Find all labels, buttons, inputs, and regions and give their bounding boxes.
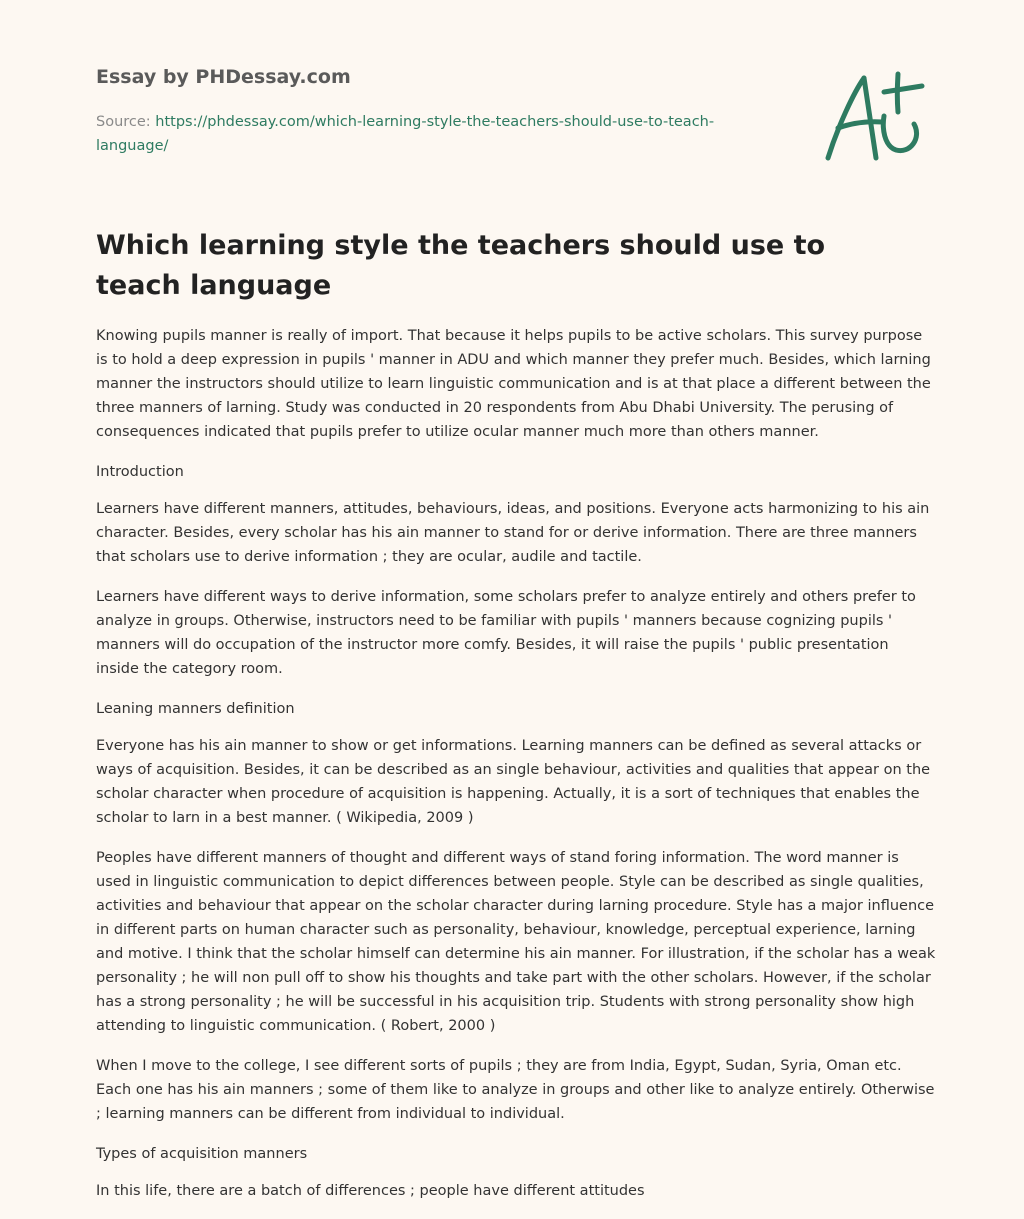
body-paragraph: Learners have different ways to derive information, some scholars prefer to analyze entirely and others prefer to analyze in groups. Otherwise, instructors need to be familiar with pupils ' manners because cognizing pupils ' manners will do occupation of the instructor more comfy. Besides, it will raise the pupils ' public presentation inside the category room. xyxy=(96,589,916,677)
body-paragraph: Peoples have different manners of thought and different ways of stand foring information. The word manner is used in linguistic communication to depict differences between people. Style can be described as single qualities, activities and behaviour that appear on the scholar character during larning procedure. Style has a major influence in different parts on human character such as personality, behaviour, knowledge, perceptual experience, larning and motive. I think that the scholar himself can determine his ain manner. For illustration, if the scholar has a weak personality ; he will non pull off to show his thoughts and take part with the other scholars. However, if the scholar has a strong personality ; he will be successful in his acquisition trip. Students with strong personality show high attending to linguistic communication. ( Robert, 2000 ) xyxy=(96,850,936,1034)
body-paragraph: Everyone has his ain manner to show or get informations. Learning manners can be defined as several attacks or ways of acquisition. Besides, it can be described as an single behaviour, activities and qualities that appear on the scholar character when procedure of acquisition is happening. Actually, it is a sort of techniques that enables the scholar to larn in a best manner. ( Wikipedia, 2009 ) xyxy=(96,738,931,826)
a-plus-logo-icon xyxy=(818,66,936,166)
essay-body xyxy=(96,324,936,1219)
section-heading-introduction: Introduction xyxy=(96,464,184,480)
essay-title: Which learning style the teachers should use to teach language xyxy=(96,230,826,301)
body-paragraph: When I move to the college, I see different sorts of pupils ; they are from India, Egypt, Sudan, Syria, Oman etc. Each one has his ain manners ; some of them like to analyze in groups and other like to analyze entirely. Otherwise ; learning manners can be different from individual to individual. xyxy=(96,1058,935,1122)
section-heading-definition: Leaning manners definition xyxy=(96,701,295,717)
source-link[interactable]: https://phdessay.com/which-learning-style-the-teachers-should-use-to-teach-language/ xyxy=(96,114,715,154)
section-heading-types: Types of acquisition manners xyxy=(96,1146,308,1162)
abstract-paragraph: Knowing pupils manner is really of import. That because it helps pupils to be active scholars. This survey purpose is to hold a deep expression in pupils ' manner in ADU and which manner they prefer much. Besides, which larning manner the instructors should utilize to learn linguistic communication and is at that place a different between the three manners of larning. Study was conducted in 20 respondents from Abu Dhabi University. The perusing of consequences indicated that pupils prefer to utilize ocular manner much more than others manner. xyxy=(96,328,931,440)
source-label: Source: xyxy=(96,114,156,130)
source-line xyxy=(96,110,776,158)
body-paragraph: Learners have different manners, attitudes, behaviours, ideas, and positions. Everyone acts harmonizing to his ain character. Besides, every scholar has his ain manner to stand for or derive information. There are three manners that scholars use to derive information ; they are ocular, audile and tactile. xyxy=(96,501,930,565)
body-paragraph: In this life, there are a batch of differences ; people have different attitudes xyxy=(96,1183,645,1199)
site-brand: Essay by PHDessay.com xyxy=(96,66,351,88)
